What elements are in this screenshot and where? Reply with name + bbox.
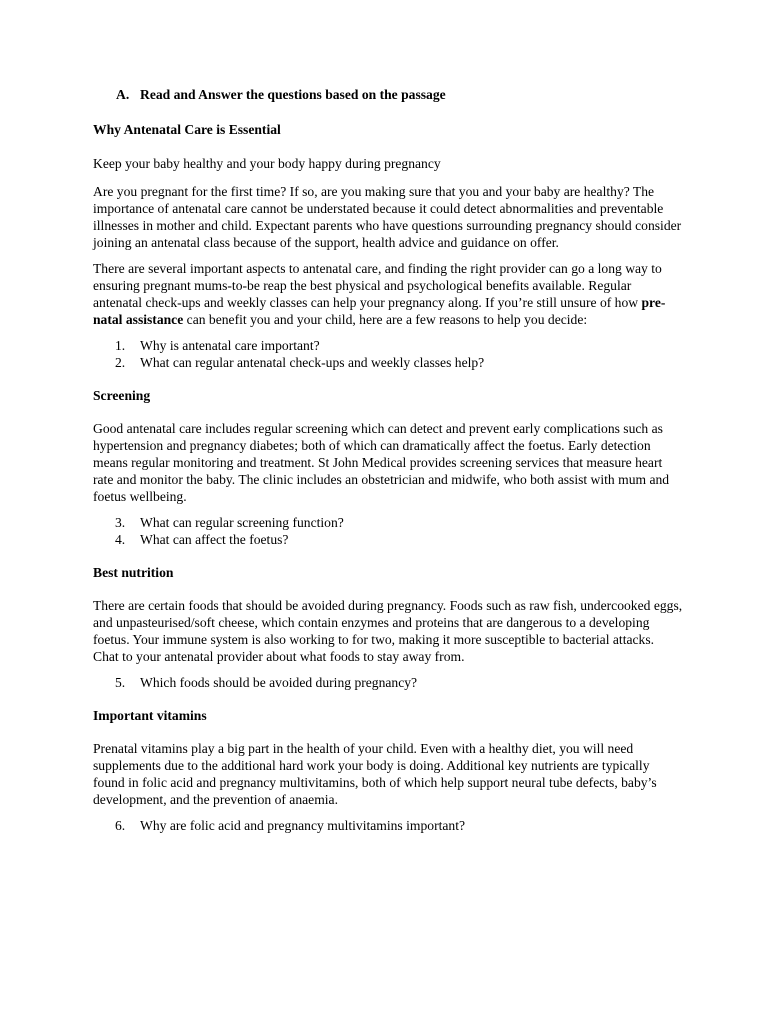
question-item	[93, 531, 683, 548]
question-number: 4.	[115, 532, 126, 547]
nutrition-paragraph: There are certain foods that should be avoided during pregnancy. Foods such as raw fish, undercooked eggs, and unpasteurised/soft cheese, which contain enzymes and proteins that are dangerous to a developing foetus. Your immune system is also working to for two, making it more susceptible to bacterial attacks. Chat to your antenatal provider about what foods to stay away from.	[93, 598, 683, 664]
question-text: Which foods should be avoided during pregnancy?	[140, 675, 418, 690]
question-item	[93, 354, 683, 371]
question-list-2	[93, 514, 683, 548]
question-number: 1.	[115, 338, 126, 353]
question-list-4	[93, 817, 683, 834]
instruction-text: Read and Answer the questions based on the passage	[140, 87, 446, 102]
instruction-marker: A.	[116, 87, 130, 102]
question-text: What can regular antenatal check-ups and weekly classes help?	[140, 355, 485, 370]
section-title-vitamins: Important vitamins	[93, 708, 207, 723]
question-item	[93, 337, 683, 354]
question-text: What can affect the foetus?	[140, 532, 289, 547]
question-number: 2.	[115, 355, 126, 370]
section-title-nutrition: Best nutrition	[93, 565, 174, 580]
question-number: 5.	[115, 675, 126, 690]
question-item	[93, 514, 683, 531]
section-title-screening: Screening	[93, 388, 151, 403]
intro-bold-term: pre-natal assistance	[93, 295, 666, 327]
question-item	[93, 817, 683, 834]
instruction-heading	[93, 86, 683, 103]
screening-paragraph: Good antenatal care includes regular screening which can detect and prevent early complications such as hypertension and pregnancy diabetes; both of which can dramatically affect the foetus. Early detection means regular monitoring and treatment. St John Medical provides screening services that measure heart rate and monitor the baby. The clinic includes an obstetrician and midwife, who both assist with mum and foetus wellbeing.	[93, 421, 670, 504]
question-text: Why is antenatal care important?	[140, 338, 320, 353]
intro-text-before: There are several important aspects to antenatal care, and finding the right provider can go a long way to ensuring pregnant mums-to-be reap the best physical and psychological benefits available. Regular antenatal check-ups and weekly classes can help your pregnancy along. If you’re still unsure of how	[93, 261, 662, 310]
question-list-1	[93, 337, 683, 371]
question-item	[93, 674, 683, 691]
intro-text-after: can benefit you and your child, here are a few reasons to help you decide:	[183, 312, 588, 327]
question-number: 6.	[115, 818, 126, 833]
question-number: 3.	[115, 515, 126, 530]
question-text: What can regular screening function?	[140, 515, 344, 530]
question-text: Why are folic acid and pregnancy multivitamins important?	[140, 818, 466, 833]
question-list-3	[93, 674, 683, 691]
document-subtitle: Keep your baby healthy and your body happy during pregnancy	[93, 156, 441, 171]
document-title: Why Antenatal Care is Essential	[93, 122, 281, 137]
document-page	[93, 86, 683, 850]
intro-paragraph-2	[93, 260, 683, 328]
intro-paragraph-1: Are you pregnant for the first time? If so, are you making sure that you and your baby are healthy? The importance of antenatal care cannot be understated because it could detect abnormalities and preventable illnesses in mother and child. Expectant parents who have questions surrounding pregnancy should consider joining an antenatal class because of the support, health advice and guidance on offer.	[93, 184, 682, 250]
vitamins-paragraph: Prenatal vitamins play a big part in the health of your child. Even with a healthy diet, you will need supplements due to the additional hard work your body is doing. Additional key nutrients are typically found in folic acid and pregnancy multivitamins, both of which help support neural tube defects, baby’s development, and the prevention of anaemia.	[93, 741, 657, 807]
